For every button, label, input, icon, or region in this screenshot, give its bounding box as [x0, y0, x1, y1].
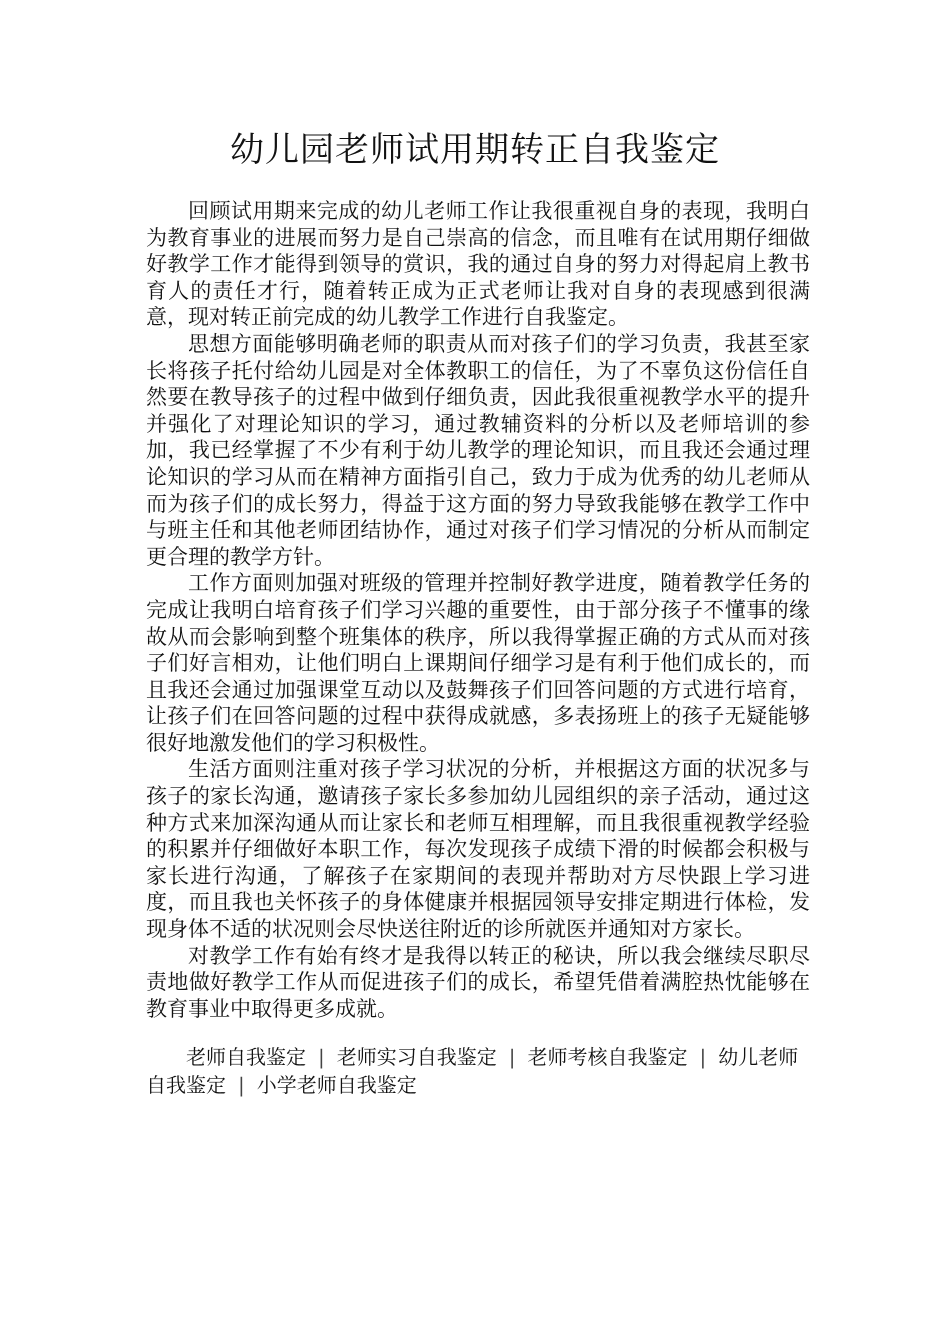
paragraph-1: 回顾试用期来完成的幼儿老师工作让我很重视自身的表现，我明白为教育事业的进展而努力是自己崇高的信念，而且唯有在试用期仔细做好教学工作才能得到领导的赏识，我的通过自身的努力对得起肩上教书育人的责任才行，随着转正成为正式老师让我对自身的表现感到很满意，现对转正前完成的幼儿教学工作进行自我鉴定。: [146, 199, 810, 330]
paragraph-2: 思想方面能够明确老师的职责从而对孩子们的学习负责，我甚至家长将孩子托付给幼儿园是对全体教职工的信任，为了不辜负这份信任自然要在教导孩子的过程中做到仔细负责，因此我很重视教学水平的提升并强化了对理论知识的学习，通过教辅资料的分析以及老师培训的参加，我已经掌握了不少有利于幼儿教学的理论知识，而且我还会通过理论知识的学习从而在精神方面指引自己，致力于成为优秀的幼儿老师从而为孩子们的成长努力，得益于这方面的努力导致我能够在教学工作中与班主任和其他老师团结协作，通过对孩子们学习情况的分析从而制定更合理的教学方针。: [146, 331, 810, 569]
related-link-teacher-internship-self-evaluation[interactable]: 老师实习自我鉴定: [336, 1045, 497, 1069]
link-separator: |: [238, 1073, 245, 1097]
paragraph-3: 工作方面则加强对班级的管理并控制好教学进度，随着教学任务的完成让我明白培育孩子们学习兴趣的重要性，由于部分孩子不懂事的缘故从而会影响到整个班集体的秩序，所以我得掌握正确的方式从而对孩子们好言相劝，让他们明白上课期间仔细学习是有利于他们成长的，而且我还会通过加强课堂互动以及鼓舞孩子们回答问题的方式进行培育，让孩子们在回答问题的过程中获得成就感，多表扬班上的孩子无疑能够很好地激发他们的学习积极性。: [146, 571, 810, 755]
link-separator: |: [699, 1045, 707, 1069]
link-separator: |: [318, 1045, 325, 1069]
related-links: [146, 1043, 810, 1099]
related-link-kindergarten-teacher-self-evaluation[interactable]: 幼儿老师自我鉴定: [146, 1045, 799, 1097]
document-title: 幼儿园老师试用期转正自我鉴定: [230, 130, 720, 170]
related-link-primary-teacher-self-evaluation[interactable]: 小学老师自我鉴定: [256, 1073, 417, 1097]
related-link-teacher-self-evaluation[interactable]: 老师自我鉴定: [186, 1045, 306, 1069]
link-separator: |: [508, 1045, 516, 1069]
paragraph-4: 生活方面则注重对孩子学习状况的分析，并根据这方面的状况多与孩子的家长沟通，邀请孩子家长多参加幼儿园组织的亲子活动，通过这种方式来加深沟通从而让家长和老师互相理解，而且我很重视教学经验的积累并仔细做好本职工作，每次发现孩子成绩下滑的时候都会积极与家长进行沟通，了解孩子在家期间的表现并帮助对方尽快跟上学习进度，而且我也关怀孩子的身体健康并根据园领导安排定期进行体检，发现身体不适的状况则会尽快送往附近的诊所就医并通知对方家长。: [146, 757, 810, 942]
document-body: [146, 198, 810, 1022]
paragraph-5: 对教学工作有始有终才是我得以转正的秘诀，所以我会继续尽职尽责地做好教学工作从而促进孩子们的成长，希望凭借着满腔热忱能够在教育事业中取得更多成就。: [146, 943, 810, 1021]
related-link-teacher-assessment-self-evaluation[interactable]: 老师考核自我鉴定: [527, 1045, 688, 1069]
